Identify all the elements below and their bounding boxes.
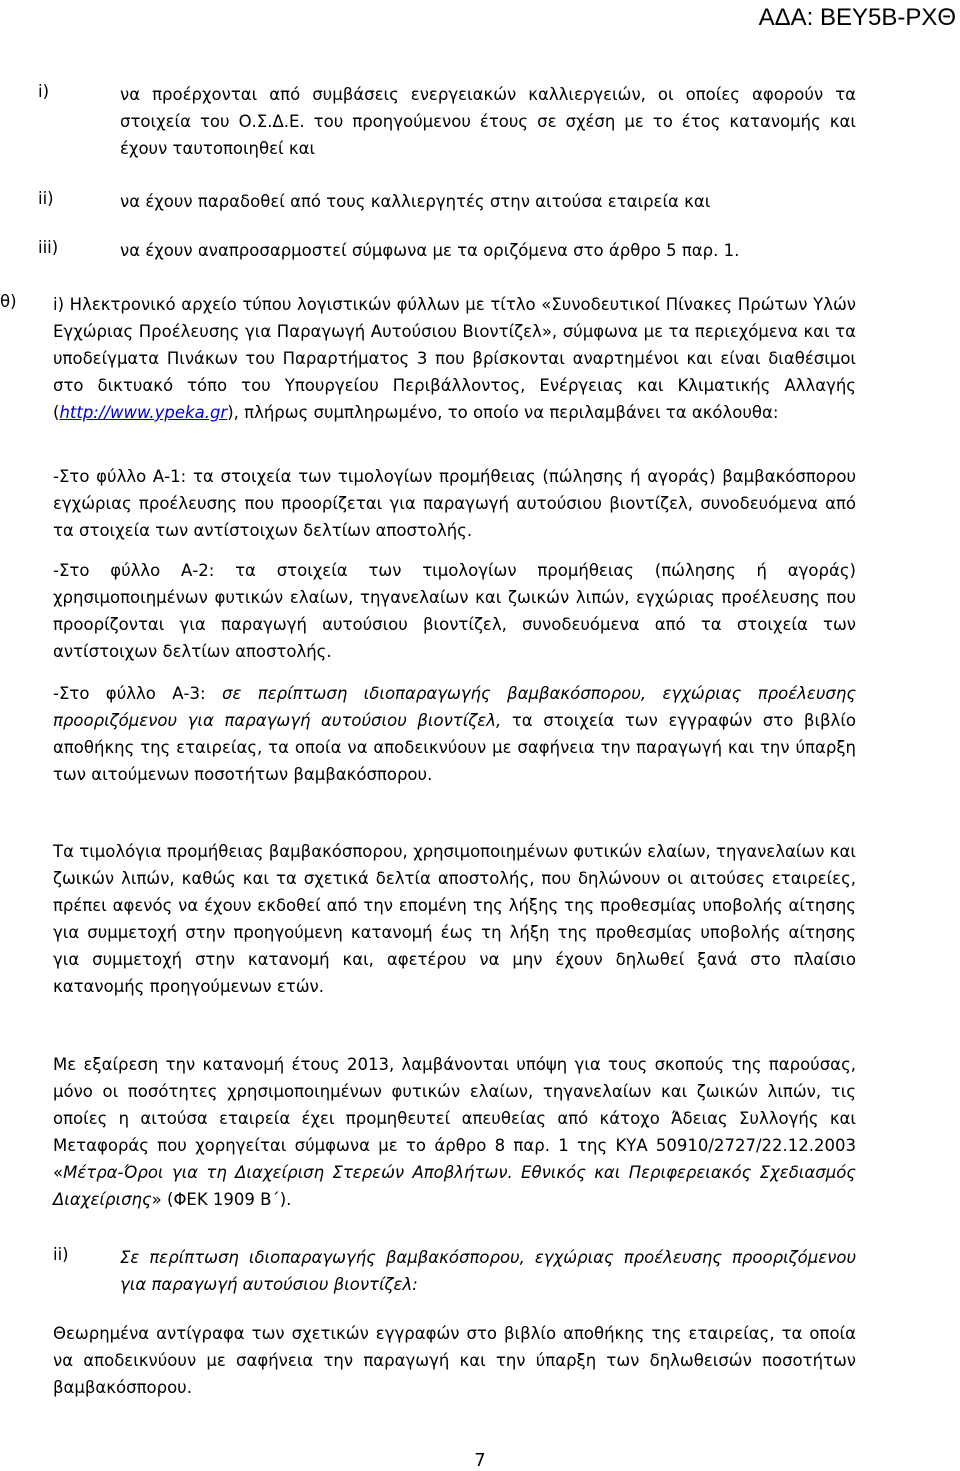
invoices-paragraph: Τα τιμολόγια προμήθειας βαμβακόσπορου, χρησιμοποιημένων φυτικών ελαίων, τηγανελαίων και ζωικών λιπών, καθώς και τα σχετικά δελτία αποστολής, που δηλώνουν οι αιτούσες εταιρείες, πρέπει αφενός να έχουν εκδοθεί από την επομένη της λήξης της προθεσμίας υποβολής αίτησης για συμμετοχή στην προηγούμενη κατανομή έως τη λήξη της προθεσμίας υποβολής αίτησης για συμμετοχή στην κατανομή και, αφετέρου να μην έχουν δηλωθεί ξανά στο πλαίσιο κατανομής προηγούμενων ετών. [53, 842, 856, 996]
ada-code: ΑΔΑ: ΒΕΥ5Β-ΡΧΘ [758, 4, 956, 31]
list-marker-i: i) [38, 82, 50, 101]
exception-2013-paragraph: Με εξαίρεση την κατανομή έτους 2013, λαμβάνονται υπόψη για τους σκοπούς της παρούσας, μόνο οι ποσότητες χρησιμοποιημένων φυτικών ελαίων, τηγανελαίων και ζωικών λιπών, τις οποίες η αιτούσα εταιρεία έχει προμηθευτεί απευθείας από κάτοχο Άδειας Συλλογής και Μεταφοράς που χορηγείται σύμφωνα με το άρθρο 8 παρ. 1 της ΚΥΑ 50910/2727/22.12.2003 «Μέτρα-Όροι για τη Διαχείριση Στερεών Αποβλήτων. Εθνικός και Περιφερειακός Σχεδιασμός Διαχείρισης» (ΦΕΚ 1909 Β΄). [53, 1055, 856, 1209]
sheet-a2-paragraph: -Στο φύλλο Α-2: τα στοιχεία των τιμολογίων προμήθειας (πώλησης ή αγοράς) χρησιμοποιημένων φυτικών ελαίων, τηγανελαίων και ζωικών λιπών, εγχώριας προέλευσης που προορίζονται για παραγωγή αυτούσιου βιοντίζελ, συνοδευόμενα από τα στοιχεία των αντίστοιχων δελτίων αποστολής. [53, 561, 856, 661]
list-item-iii: να έχουν αναπροσαρμοστεί σύμφωνα με τα οριζόμενα στο άρθρο 5 παρ. 1. [120, 241, 740, 260]
copies-paragraph: Θεωρημένα αντίγραφα των σχετικών εγγραφών στο βιβλίο αποθήκης της εταιρείας, τα οποία να αποδεικνύουν με σαφήνεια την παραγωγή και την ύπαρξη των δηλωθεισών ποσοτήτων βαμβακόσπορου. [53, 1324, 856, 1397]
section-marker-theta: θ) [0, 292, 17, 311]
theta-intro: i) Ηλεκτρονικό αρχείο τύπου λογιστικών φύλλων με τίτλο «Συνοδευτικοί Πίνακες Πρώτων Υλών Εγχώριας Προέλευσης για Παραγωγή Αυτούσιου Βιοντίζελ», σύμφωνα με τα περιεχόμενα και τα υποδείγματα Πινάκων του Παραρτήματος 3 που βρίσκονται αναρτημένοι και είναι διαθέσιμοι στο δικτυακό τόπο του Υπουργείου Περιβάλλοντος, Ενέργειας και Κλιματικής Αλλαγής (http://www.ypeka.gr), πλήρως συμπληρωμένο, το οποίο να περιλαμβάνει τα ακόλουθα: [53, 295, 856, 422]
item-ii-marker: ii) [53, 1245, 69, 1264]
list-marker-iii: iii) [38, 238, 59, 257]
ypeka-link[interactable]: http://www.ypeka.gr [59, 403, 228, 422]
list-marker-ii: ii) [38, 189, 54, 208]
list-item-i: να προέρχονται από συμβάσεις ενεργειακών καλλιεργειών, οι οποίες αφορούν τα στοιχεία του Ο.Σ.Δ.Ε. του προηγούμενου έτους σε σχέση με το έτος κατανομής και έχουν ταυτοποιηθεί και [120, 85, 856, 158]
sheet-a3-paragraph: -Στο φύλλο Α-3: σε περίπτωση ιδιοπαραγωγής βαμβακόσπορου, εγχώριας προέλευσης προοριζόμενου για παραγωγή αυτούσιου βιοντίζελ, τα στοιχεία των εγγραφών στο βιβλίο αποθήκης της εταιρείας, τα οποία να αποδεικνύουν με σαφήνεια την παραγωγή και την ύπαρξη των αιτούμενων ποσοτήτων βαμβακόσπορου. [53, 684, 857, 784]
list-item-ii: να έχουν παραδοθεί από τους καλλιεργητές στην αιτούσα εταιρεία και [120, 192, 711, 211]
item-ii-text: Σε περίπτωση ιδιοπαραγωγής βαμβακόσπορου, εγχώριας προέλευσης προοριζόμενου για παραγωγή αυτούσιου βιοντίζελ: [120, 1248, 856, 1294]
page-number: 7 [474, 1450, 486, 1471]
sheet-a1-paragraph: -Στο φύλλο Α-1: τα στοιχεία των τιμολογίων προμήθειας (πώλησης ή αγοράς) βαμβακόσπορου εγχώριας προέλευσης που προορίζεται για παραγωγή αυτούσιου βιοντίζελ, συνοδευόμενα από τα στοιχεία των αντίστοιχων δελτίων αποστολής. [53, 467, 856, 540]
